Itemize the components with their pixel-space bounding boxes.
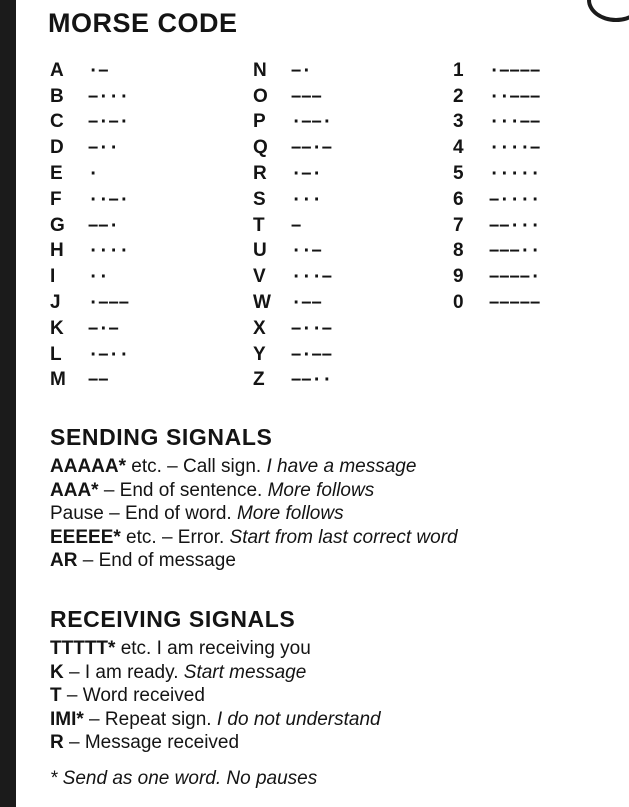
code-character: X — [253, 317, 266, 339]
code-character: Z — [253, 369, 265, 391]
code-character: T — [253, 214, 265, 236]
code-row — [453, 187, 540, 213]
code-row — [453, 135, 540, 161]
code-row — [50, 161, 129, 187]
signal-meaning: – Message received — [63, 732, 240, 754]
code-row — [253, 135, 332, 161]
signal-note: I have a message — [266, 456, 417, 477]
morse-code: ·−· — [291, 164, 322, 185]
morse-code: −−··· — [489, 215, 541, 236]
code-row — [50, 290, 129, 316]
code-character: P — [253, 111, 266, 133]
signal-line — [50, 684, 381, 708]
morse-code: −−−−· — [489, 267, 541, 288]
signal-meaning: – Word received — [61, 685, 205, 707]
morse-code: ·· — [88, 267, 109, 288]
signal-meaning: – Repeat sign. — [83, 708, 217, 730]
code-row — [50, 316, 129, 342]
code-character: 5 — [453, 163, 464, 185]
code-row — [253, 342, 332, 368]
signal-meaning: – I am ready. — [63, 661, 184, 683]
code-character: 2 — [453, 85, 464, 107]
signal-meaning: – End of message — [77, 550, 236, 572]
morse-code: · — [88, 164, 99, 185]
signal-note: More follows — [267, 479, 375, 501]
signal-code: IMI* — [50, 708, 84, 730]
morse-code: ·−−· — [291, 112, 332, 133]
code-row — [453, 110, 540, 136]
numbers-column — [453, 58, 540, 316]
morse-code: −− — [88, 370, 109, 391]
morse-code: −−−·· — [489, 241, 541, 262]
morse-code: ·−− — [291, 293, 322, 314]
code-row — [253, 264, 332, 290]
corner-decoration — [587, 0, 629, 22]
code-row — [253, 187, 332, 213]
morse-code: ····· — [489, 164, 541, 185]
code-row — [253, 161, 332, 187]
code-character: Q — [253, 137, 268, 159]
morse-code: ·−−−− — [489, 60, 541, 81]
sending-signals-list — [50, 455, 458, 573]
code-character: C — [50, 111, 64, 133]
code-character: F — [50, 188, 62, 210]
code-character: 0 — [453, 292, 464, 314]
signal-line — [50, 549, 458, 573]
code-character: N — [253, 59, 267, 81]
signal-meaning: etc. – Error. — [120, 526, 230, 548]
code-character: K — [50, 317, 64, 339]
code-row — [50, 239, 129, 265]
code-character: R — [253, 163, 267, 185]
alphabet-column-2 — [253, 58, 332, 393]
code-character: D — [50, 137, 64, 159]
morse-code: −−− — [291, 86, 322, 107]
signal-code: TTTTT* — [50, 638, 116, 659]
code-character: 6 — [453, 188, 464, 210]
code-row — [253, 316, 332, 342]
code-character: 9 — [453, 266, 464, 288]
code-row — [50, 135, 129, 161]
code-character: 3 — [453, 111, 464, 133]
morse-code: ·−·· — [88, 344, 129, 365]
code-character: O — [253, 85, 268, 107]
code-row — [253, 239, 332, 265]
code-row — [453, 290, 540, 316]
code-character: J — [50, 292, 61, 314]
signal-line — [50, 455, 458, 479]
code-row — [50, 213, 129, 239]
morse-code: ···· — [88, 241, 129, 262]
morse-code: −··− — [291, 318, 332, 339]
code-character: 1 — [453, 59, 464, 81]
code-row — [50, 264, 129, 290]
receiving-signals-title: RECEIVING SIGNALS — [50, 606, 296, 632]
left-border — [0, 0, 16, 807]
morse-code: −−· — [88, 215, 119, 236]
code-row — [253, 84, 332, 110]
signal-line — [50, 637, 381, 661]
signal-line — [50, 526, 458, 550]
signal-line — [50, 502, 458, 526]
code-character: E — [50, 163, 63, 185]
code-row — [50, 342, 129, 368]
signal-line — [50, 479, 458, 503]
signal-meaning: etc. I am receiving you — [115, 638, 311, 659]
signal-note: Start message — [183, 661, 307, 683]
signal-line — [50, 661, 381, 685]
code-character: W — [253, 292, 271, 314]
morse-code: −···· — [489, 189, 541, 210]
code-row — [453, 239, 540, 265]
alphabet-column-1 — [50, 58, 129, 393]
signal-line — [50, 731, 381, 755]
signal-code: R — [50, 732, 64, 754]
code-row — [453, 161, 540, 187]
signal-note: Start from last correct word — [229, 526, 458, 548]
sending-signals-title: SENDING SIGNALS — [50, 424, 273, 450]
code-character: V — [253, 266, 266, 288]
code-character: B — [50, 85, 64, 107]
code-row — [50, 187, 129, 213]
morse-code: −· — [291, 60, 312, 81]
morse-code: ·− — [88, 60, 109, 81]
code-row — [453, 58, 540, 84]
code-character: H — [50, 240, 64, 262]
code-character: A — [50, 59, 64, 81]
code-row — [253, 110, 332, 136]
morse-code: −·−· — [88, 112, 129, 133]
morse-code: ··−· — [88, 189, 129, 210]
code-row — [50, 368, 129, 394]
signal-code: EEEEE* — [50, 526, 121, 548]
code-character: L — [50, 343, 62, 365]
code-character: S — [253, 188, 266, 210]
code-row — [453, 213, 540, 239]
code-row — [453, 84, 540, 110]
signal-line — [50, 708, 381, 732]
footnote: * Send as one word. No pauses — [50, 768, 318, 789]
signal-meaning: etc. – Call sign. — [126, 456, 267, 477]
receiving-signals-list — [50, 637, 381, 755]
code-row — [253, 368, 332, 394]
code-character: I — [50, 266, 56, 288]
code-character: Y — [253, 343, 266, 365]
code-row — [50, 58, 129, 84]
morse-code: −·−− — [291, 344, 332, 365]
morse-code: ····− — [489, 138, 541, 159]
morse-code: ·−−− — [88, 293, 129, 314]
morse-code: −·− — [88, 318, 119, 339]
code-character: M — [50, 369, 66, 391]
signal-meaning: – End of sentence. — [98, 479, 268, 501]
morse-code: ··· — [291, 189, 322, 210]
code-character: G — [50, 214, 65, 236]
morse-code: −−·· — [291, 370, 332, 391]
signal-code: AR — [50, 550, 78, 572]
code-row — [253, 213, 332, 239]
code-character: 4 — [453, 137, 464, 159]
morse-code: ···−− — [489, 112, 541, 133]
morse-code: ··− — [291, 241, 322, 262]
signal-code: AAA* — [50, 479, 99, 501]
signal-note: I do not understand — [216, 708, 381, 730]
code-row — [50, 84, 129, 110]
code-character: 8 — [453, 240, 464, 262]
code-row — [50, 110, 129, 136]
morse-code: −−−−− — [489, 293, 541, 314]
code-character: 7 — [453, 214, 464, 236]
morse-code: −·· — [88, 138, 119, 159]
code-row — [253, 290, 332, 316]
morse-code: −−·− — [291, 138, 332, 159]
signal-code: AAAAA* — [50, 456, 126, 477]
signal-code: K — [50, 661, 64, 683]
signal-meaning: Pause – End of word. — [50, 503, 237, 525]
signal-code: T — [50, 685, 62, 707]
morse-code: − — [291, 215, 302, 236]
morse-code: ···− — [291, 267, 332, 288]
code-character: U — [253, 240, 267, 262]
signal-note: More follows — [236, 503, 344, 525]
page-title: MORSE CODE — [48, 8, 238, 38]
code-row — [253, 58, 332, 84]
code-row — [453, 264, 540, 290]
morse-code: ··−−− — [489, 86, 541, 107]
morse-code: −··· — [88, 86, 129, 107]
